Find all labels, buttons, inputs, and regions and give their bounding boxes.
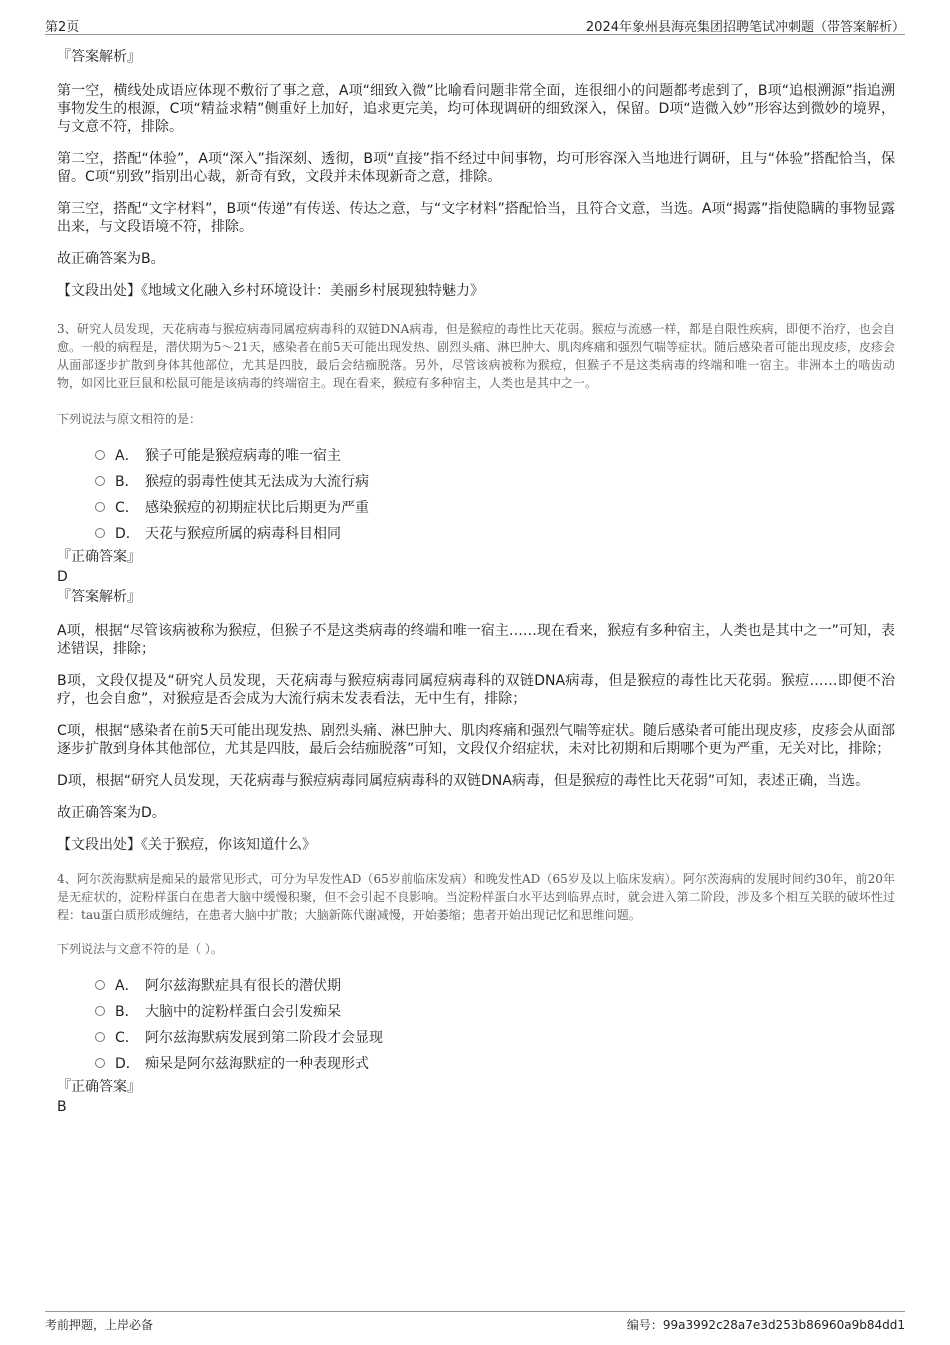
radio-icon[interactable] (95, 476, 105, 486)
page-header (45, 14, 905, 35)
q2-analysis-p1: 第一空，横线处成语应体现不敷衍了事之意，A项“细致入微”比喻看问题非常全面，连很细小的问题都考虑到了，B项“追根溯源”指追溯事物发生的根源，C项“精益求精”侧重好上加好，追求更完美，均可体现调研的细致深入，保留。D项“造微入妙”形容达到微妙的境界，与文意不符，排除。 (57, 83, 895, 135)
q3-answer-label: 『正确答案』 (57, 549, 141, 565)
q4-options (95, 972, 895, 1076)
q2-analysis-label: 『答案解析』 (57, 49, 141, 65)
page-number: 第2页 (45, 20, 80, 35)
q4-option-b[interactable]: B． 大脑中的淀粉样蛋白会引发痴呆 (95, 998, 895, 1024)
page-footer (45, 1311, 905, 1338)
q3-prompt: 下列说法与原文相符的是： (57, 412, 202, 426)
q3-options (95, 442, 895, 546)
radio-icon[interactable] (95, 980, 105, 990)
q3-option-a[interactable]: A． 猴子可能是猴痘病毒的唯一宿主 (95, 442, 895, 468)
q4-option-c[interactable]: C． 阿尔兹海默病发展到第二阶段才会显现 (95, 1024, 895, 1050)
document-id: 编号：99a3992c28a7e3d253b86960a9b84dd1 (626, 1318, 905, 1332)
q3-analysis-b: B项，文段仅提及“研究人员发现，天花病毒与猴痘病毒同属痘病毒科的双链DNA病毒，但是猴痘的毒性比天花弱。猴痘……即便不治疗，也会自愈”，对猴痘是否会成为大流行病未发表看法，无中生有，排除； (57, 673, 895, 707)
q3-passage: 3、研究人员发现，天花病毒与猴痘病毒同属痘病毒科的双链DNA病毒，但是猴痘的毒性比天花弱。猴痘与流感一样，都是自限性疾病，即便不治疗，也会自愈。一般的病程是，潜伏期为5～21天，感染者在前5天可能出现发热、剧烈头痛、淋巴肿大、肌肉疼痛和强烈气喘等症状。随后感染者可能出现皮疹，皮疹会从面部逐步扩散到身体其他部位，尤其是四肢，最后会结痂脱落。另外，尽管该病被称为猴痘，但猴子不是这类病毒的终端和唯一宿主。非洲本土的啮齿动物，如冈比亚巨鼠和松鼠可能是该病毒的终端宿主。现在看来，猴痘有多种宿主，人类也是其中之一。 (57, 322, 895, 390)
q4-passage: 4、阿尔茨海默病是痴呆的最常见形式，可分为早发性AD（65岁前临床发病）和晚发性AD（65岁及以上临床发病）。阿尔茨海病的发展时间约30年，前20年是无症状的，淀粉样蛋白在患者大脑中缓慢积聚，但不会引起不良影响。当淀粉样蛋白水平达到临界点时，就会进入第二阶段，涉及多个相互关联的破坏性过程：tau蛋白质形成缠结，在患者大脑中扩散；大脑新陈代谢减慢，开始萎缩；患者开始出现记忆和思维问题。 (57, 872, 895, 922)
q4-prompt: 下列说法与文意不符的是（ ）。 (57, 942, 223, 956)
q3-analysis-a: A项，根据“尽管该病被称为猴痘，但猴子不是这类病毒的终端和唯一宿主……现在看来，猴痘有多种宿主，人类也是其中之一”可知，表述错误，排除； (57, 623, 895, 657)
q3-conclusion: 故正确答案为D。 (57, 805, 166, 821)
q4-option-d[interactable]: D． 痴呆是阿尔兹海默症的一种表现形式 (95, 1050, 895, 1076)
q3-option-d[interactable]: D． 天花与猴痘所属的病毒科目相同 (95, 520, 895, 546)
q3-analysis-d: D项，根据“研究人员发现，天花病毒与猴痘病毒同属痘病毒科的双链DNA病毒，但是猴痘的毒性比天花弱”可知，表述正确，当选。 (57, 773, 870, 789)
q4-option-a[interactable]: A． 阿尔兹海默症具有很长的潜伏期 (95, 972, 895, 998)
q2-source: 【文段出处】《地域文化融入乡村环境设计：美丽乡村展现独特魅力》 (57, 283, 484, 299)
q3-source: 【文段出处】《关于猴痘，你该知道什么》 (57, 837, 316, 853)
q4-answer-label: 『正确答案』 (57, 1079, 141, 1095)
q3-option-c[interactable]: C． 感染猴痘的初期症状比后期更为严重 (95, 494, 895, 520)
footer-slogan: 考前押题，上岸必备 (45, 1318, 154, 1332)
radio-icon[interactable] (95, 1032, 105, 1042)
q3-option-b[interactable]: B． 猴痘的弱毒性使其无法成为大流行病 (95, 468, 895, 494)
radio-icon[interactable] (95, 450, 105, 460)
q3-analysis-label: 『答案解析』 (57, 589, 141, 605)
radio-icon[interactable] (95, 1058, 105, 1068)
q3-answer: D (57, 569, 68, 585)
q2-analysis-p2: 第二空，搭配“体验”，A项“深入”指深刻、透彻，B项“直接”指不经过中间事物，均可形容深入当地进行调研，且与“体验”搭配恰当，保留。C项“别致”指别出心裁，新奇有致，文段并未体现新奇之意，排除。 (57, 151, 895, 185)
radio-icon[interactable] (95, 528, 105, 538)
q4-answer: B (57, 1099, 67, 1115)
q3-analysis-c: C项，根据“感染者在前5天可能出现发热、剧烈头痛、淋巴肿大、肌肉疼痛和强烈气喘等症状。随后感染者可能出现皮疹，皮疹会从面部逐步扩散到身体其他部位，尤其是四肢，最后会结痂脱落”可知，文段仅介绍症状，未对比初期和后期哪个更为严重，无关对比，排除； (57, 723, 895, 757)
q2-analysis-p3: 第三空，搭配“文字材料”，B项“传递”有传送、传达之意，与“文字材料”搭配恰当，且符合文意，当选。A项“揭露”指使隐瞒的事物显露出来，与文段语境不符，排除。 (57, 201, 895, 235)
radio-icon[interactable] (95, 502, 105, 512)
q2-conclusion: 故正确答案为B。 (57, 251, 165, 267)
page-content (57, 44, 895, 1116)
radio-icon[interactable] (95, 1006, 105, 1016)
document-title: 2024年象州县海亮集团招聘笔试冲刺题（带答案解析） (585, 20, 905, 35)
